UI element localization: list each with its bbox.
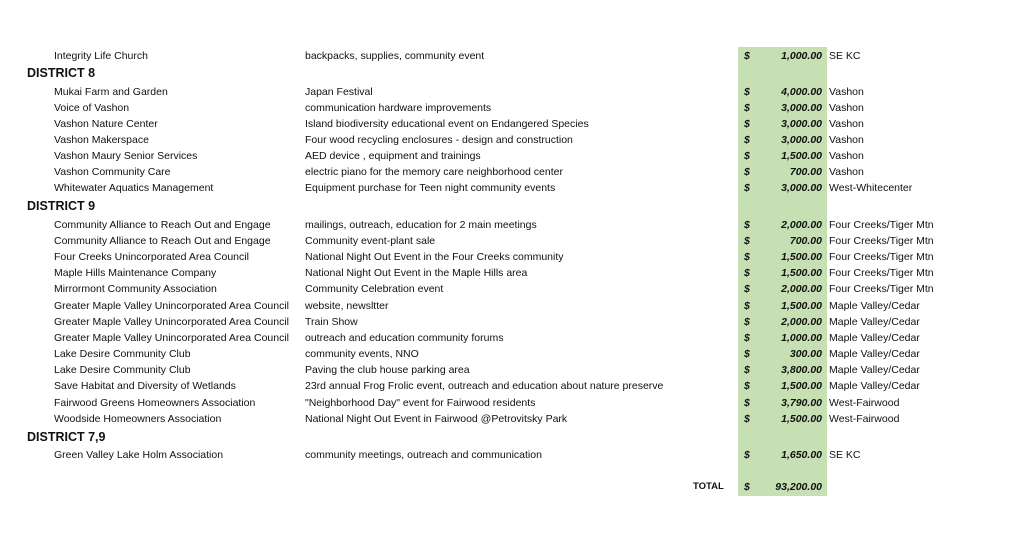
amount: 3,000.00	[781, 134, 822, 146]
district-label: DISTRICT 7,9	[27, 430, 106, 444]
amount: 3,000.00	[781, 118, 822, 130]
amount: 1,500.00	[781, 300, 822, 312]
organization-name: Vashon Maury Senior Services	[54, 150, 198, 162]
project-description: outreach and education community forums	[305, 332, 504, 344]
region: Four Creeks/Tiger Mtn	[829, 219, 934, 231]
table-row	[0, 132, 1024, 148]
amount: 1,000.00	[781, 50, 822, 62]
project-description: Community event-plant sale	[305, 235, 436, 247]
currency-symbol: $	[744, 481, 750, 493]
project-description: 23rd annual Frog Frolic event, outreach and education about nature preserve	[305, 380, 664, 392]
organization-name: Four Creeks Unincorporated Area Council	[54, 251, 249, 263]
table-row	[0, 281, 1024, 297]
region: Vashon	[829, 102, 864, 114]
district-label: DISTRICT 9	[27, 199, 96, 213]
project-description: Japan Festival	[305, 86, 373, 98]
currency-symbol: $	[744, 86, 750, 98]
total-label: TOTAL	[693, 481, 724, 492]
currency-symbol: $	[744, 316, 750, 328]
amount: 1,500.00	[781, 413, 822, 425]
amount: 2,000.00	[781, 316, 822, 328]
organization-name: Maple Hills Maintenance Company	[54, 267, 217, 279]
project-description: Community Celebration event	[305, 283, 444, 295]
project-description: Island biodiversity educational event on Endangered Species	[305, 118, 589, 130]
currency-symbol: $	[744, 267, 750, 279]
organization-name: Voice of Vashon	[54, 102, 130, 114]
organization-name: Fairwood Greens Homeowners Association	[54, 397, 256, 409]
project-description: backpacks, supplies, community event	[305, 50, 485, 62]
project-description: mailings, outreach, education for 2 main meetings	[305, 219, 537, 231]
currency-symbol: $	[744, 219, 750, 231]
organization-name: Vashon Nature Center	[54, 118, 158, 130]
organization-name: Whitewater Aquatics Management	[54, 182, 214, 194]
currency-symbol: $	[744, 283, 750, 295]
amount: 700.00	[789, 166, 822, 178]
amount: 2,000.00	[781, 219, 822, 231]
currency-symbol: $	[744, 166, 750, 178]
amount: 2,000.00	[781, 283, 822, 295]
table-row	[0, 265, 1024, 281]
organization-name: Greater Maple Valley Unincorporated Area Council	[54, 316, 290, 328]
project-description: "Neighborhood Day" event for Fairwood residents	[305, 397, 536, 409]
table-row	[0, 180, 1024, 196]
region: SE KC	[829, 449, 861, 461]
currency-symbol: $	[744, 380, 750, 392]
table-row	[0, 378, 1024, 394]
organization-name: Green Valley Lake Holm Association	[54, 449, 224, 461]
amount: 1,500.00	[781, 251, 822, 263]
region: Vashon	[829, 134, 864, 146]
district-header	[0, 65, 1024, 81]
project-description: communication hardware improvements	[305, 102, 492, 114]
project-description: National Night Out Event in Fairwood @Petrovitsky Park	[305, 413, 568, 425]
table-row	[0, 314, 1024, 330]
project-description: community meetings, outreach and communication	[305, 449, 542, 461]
district-header	[0, 198, 1024, 214]
table-row	[0, 298, 1024, 314]
currency-symbol: $	[744, 50, 750, 62]
region: West-Fairwood	[829, 413, 900, 425]
region: Maple Valley/Cedar	[829, 332, 920, 344]
project-description: website, newsltter	[305, 300, 389, 312]
region: Four Creeks/Tiger Mtn	[829, 251, 934, 263]
project-description: Paving the club house parking area	[305, 364, 470, 376]
amount: 3,000.00	[781, 182, 822, 194]
region: Vashon	[829, 150, 864, 162]
organization-name: Vashon Community Care	[54, 166, 171, 178]
amount: 1,500.00	[781, 380, 822, 392]
currency-symbol: $	[744, 102, 750, 114]
table-row	[0, 411, 1024, 427]
currency-symbol: $	[744, 332, 750, 344]
table-row	[0, 116, 1024, 132]
table-row	[0, 362, 1024, 378]
region: Maple Valley/Cedar	[829, 300, 920, 312]
region: Vashon	[829, 86, 864, 98]
district-label: DISTRICT 8	[27, 66, 96, 80]
region: Four Creeks/Tiger Mtn	[829, 283, 934, 295]
project-description: electric piano for the memory care neighborhood center	[305, 166, 563, 178]
organization-name: Lake Desire Community Club	[54, 364, 191, 376]
organization-name: Woodside Homeowners Association	[54, 413, 222, 425]
table-row	[0, 447, 1024, 463]
region: Maple Valley/Cedar	[829, 348, 920, 360]
organization-name: Vashon Makerspace	[54, 134, 149, 146]
table-row	[0, 233, 1024, 249]
project-description: Four wood recycling enclosures - design and construction	[305, 134, 573, 146]
organization-name: Integrity Life Church	[54, 50, 148, 62]
table-row	[0, 346, 1024, 362]
table-row	[0, 330, 1024, 346]
project-description: Equipment purchase for Teen night community events	[305, 182, 556, 194]
organization-name: Mukai Farm and Garden	[54, 86, 168, 98]
amount: 300.00	[789, 348, 822, 360]
table-row	[0, 148, 1024, 164]
currency-symbol: $	[744, 134, 750, 146]
table-row	[0, 395, 1024, 411]
region: Vashon	[829, 118, 864, 130]
region: Vashon	[829, 166, 864, 178]
currency-symbol: $	[744, 364, 750, 376]
organization-name: Community Alliance to Reach Out and Engage	[54, 235, 271, 247]
currency-symbol: $	[744, 300, 750, 312]
currency-symbol: $	[744, 449, 750, 461]
region: Maple Valley/Cedar	[829, 364, 920, 376]
table-row	[0, 217, 1024, 233]
organization-name: Save Habitat and Diversity of Wetlands	[54, 380, 236, 392]
table-row	[0, 249, 1024, 265]
amount: 1,650.00	[781, 449, 822, 461]
amount: 4,000.00	[781, 86, 822, 98]
organization-name: Greater Maple Valley Unincorporated Area Council	[54, 332, 290, 344]
amount: 1,500.00	[781, 267, 822, 279]
project-description: National Night Out Event in the Maple Hills area	[305, 267, 528, 279]
region: Maple Valley/Cedar	[829, 316, 920, 328]
amount: 3,000.00	[781, 102, 822, 114]
currency-symbol: $	[744, 348, 750, 360]
table-row	[0, 164, 1024, 180]
project-description: Train Show	[305, 316, 358, 328]
region: Four Creeks/Tiger Mtn	[829, 235, 934, 247]
project-description: AED device , equipment and trainings	[305, 150, 481, 162]
organization-name: Greater Maple Valley Unincorporated Area Council	[54, 300, 290, 312]
region: West-Whitecenter	[829, 182, 913, 194]
organization-name: Community Alliance to Reach Out and Engage	[54, 219, 271, 231]
currency-symbol: $	[744, 251, 750, 263]
currency-symbol: $	[744, 413, 750, 425]
organization-name: Lake Desire Community Club	[54, 348, 191, 360]
total-amount: 93,200.00	[775, 481, 822, 493]
amount: 1,500.00	[781, 150, 822, 162]
amount: 3,800.00	[781, 364, 822, 376]
table-row	[0, 48, 1024, 64]
region: Four Creeks/Tiger Mtn	[829, 267, 934, 279]
currency-symbol: $	[744, 150, 750, 162]
total-row	[0, 479, 1024, 495]
currency-symbol: $	[744, 397, 750, 409]
organization-name: Mirrormont Community Association	[54, 283, 217, 295]
amount: 1,000.00	[781, 332, 822, 344]
table-row	[0, 84, 1024, 100]
district-header	[0, 429, 1024, 445]
amount: 700.00	[789, 235, 822, 247]
currency-symbol: $	[744, 182, 750, 194]
project-description: National Night Out Event in the Four Creeks community	[305, 251, 564, 263]
amount: 3,790.00	[781, 397, 822, 409]
table-row	[0, 100, 1024, 116]
region: Maple Valley/Cedar	[829, 380, 920, 392]
currency-symbol: $	[744, 235, 750, 247]
region: SE KC	[829, 50, 861, 62]
project-description: community events, NNO	[305, 348, 419, 360]
currency-symbol: $	[744, 118, 750, 130]
region: West-Fairwood	[829, 397, 900, 409]
